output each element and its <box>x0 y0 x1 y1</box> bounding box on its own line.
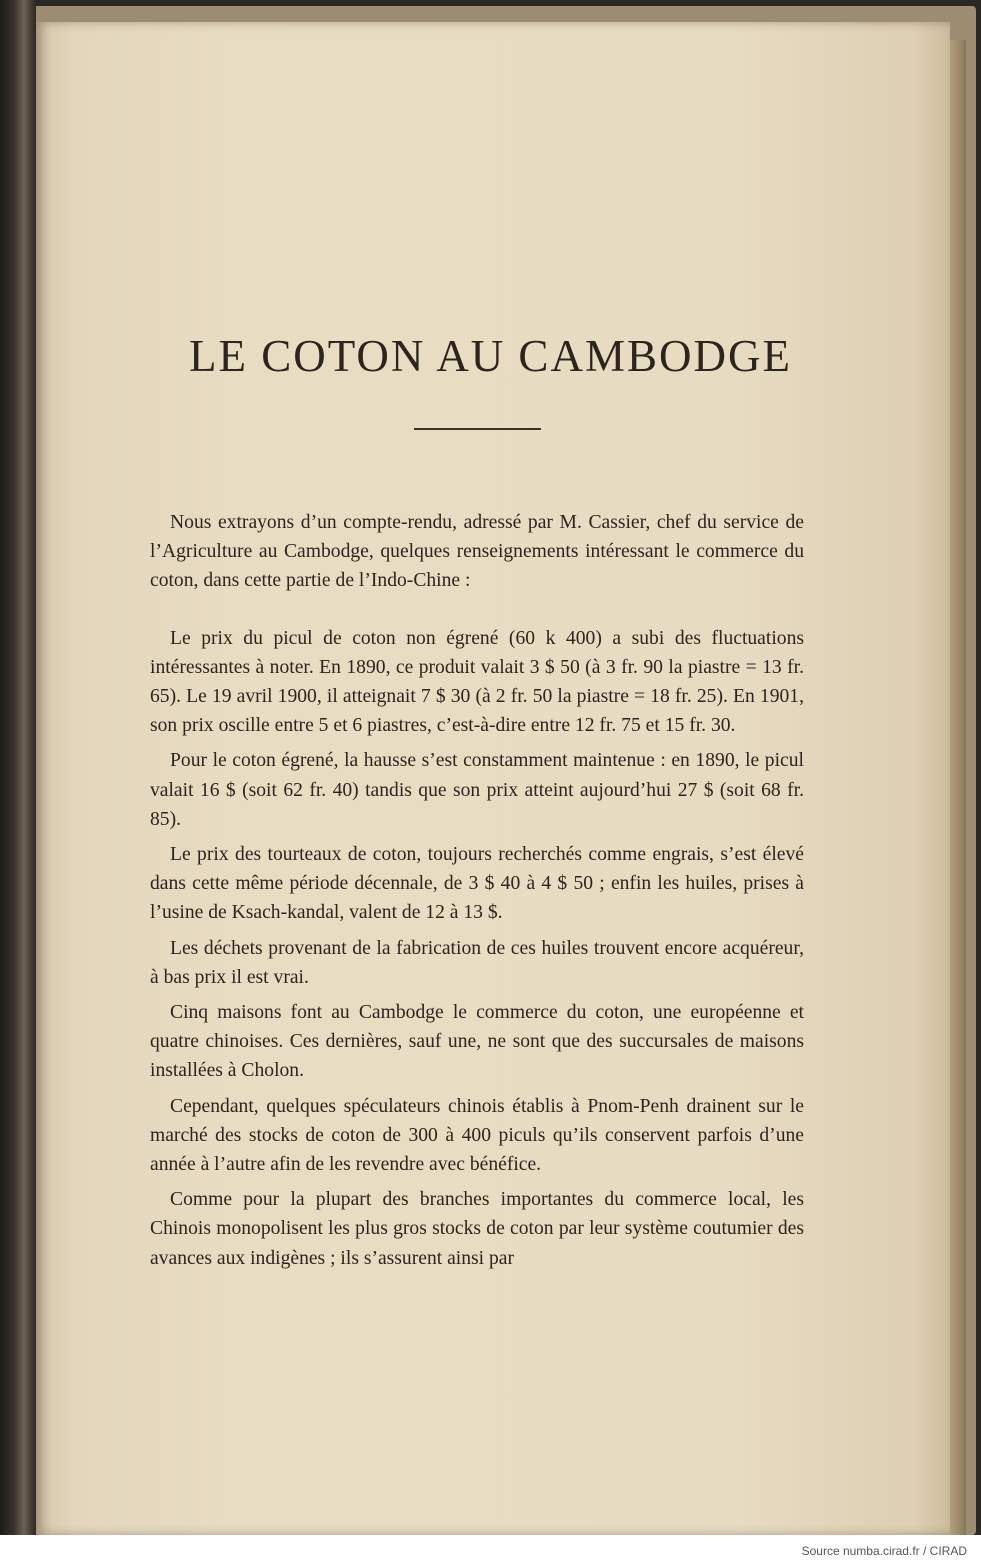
paragraph-trading-houses: Cinq maisons font au Cambodge le commerce du coton, une européenne et quatre chinoises. Ces dernières, sauf une, ne sont que des succursales de maisons installées à Cholon. <box>150 1002 804 1082</box>
paragraph-ginned-cotton: Pour le coton égrené, la hausse s’est constamment maintenue : en 1890, le picul valait 16 $ (soit 62 fr. 40) tandis que son prix atteint aujourd’hui 27 $ (soit 68 fr. 85). <box>150 750 804 830</box>
paragraph-speculators: Cependant, quelques spéculateurs chinois établis à Pnom-Penh drainent sur le marché des stocks de coton de 300 à 400 piculs qu’ils conservent parfois d’une année à l’autre afin de les revendre avec bénéfice. <box>150 1095 804 1176</box>
article-title: LE COTON AU CAMBODGE <box>189 331 792 381</box>
source-credit: Source numba.cirad.fr / CIRAD <box>801 1544 967 1558</box>
book-spine-edge <box>0 0 36 1535</box>
paragraph-cotton-cakes: Le prix des tourteaux de coton, toujours recherchés comme engrais, s’est élevé dans cette même période décennale, de 3 $ 40 à 4 $ 50 ; enfin les huiles, prises à l’usine de Ksach-kandal, valent de 12 à 13 $. <box>150 844 804 924</box>
paragraph-waste: Les déchets provenant de la fabrication de ces huiles trouvent encore acquéreur, à bas prix il est vrai. <box>150 937 804 988</box>
paragraph-monopoly: Comme pour la plupart des branches importantes du commerce local, les Chinois monopolisent les plus gros stocks de coton par leur système coutumier des avances aux indigènes ; ils s’assurent ainsi par <box>150 1189 804 1269</box>
article-body <box>150 508 804 1273</box>
paragraph-raw-cotton-prices: Le prix du picul de coton non égrené (60 k 400) a subi des fluctuations intéressantes à noter. En 1890, ce produit valait 3 $ 50 (à 3 fr. 90 la piastre = 13 fr. 65). Le 19 avril 1900, il atteignait 7 $ 30 (à 2 fr. 50 la piastre = 18 fr. 25). En 1901, son prix oscille entre 5 et 6 piastres, c’est-à-dire entre 12 fr. 75 et 15 fr. 30. <box>150 627 804 737</box>
paragraph-intro: Nous extrayons d’un compte-rendu, adressé par M. Cassier, chef du service de l’Agriculture au Cambodge, quelques renseignements intéressant le commerce du coton, dans cette partie de l’Indo-Chine : <box>150 512 804 592</box>
title-divider <box>414 428 541 430</box>
